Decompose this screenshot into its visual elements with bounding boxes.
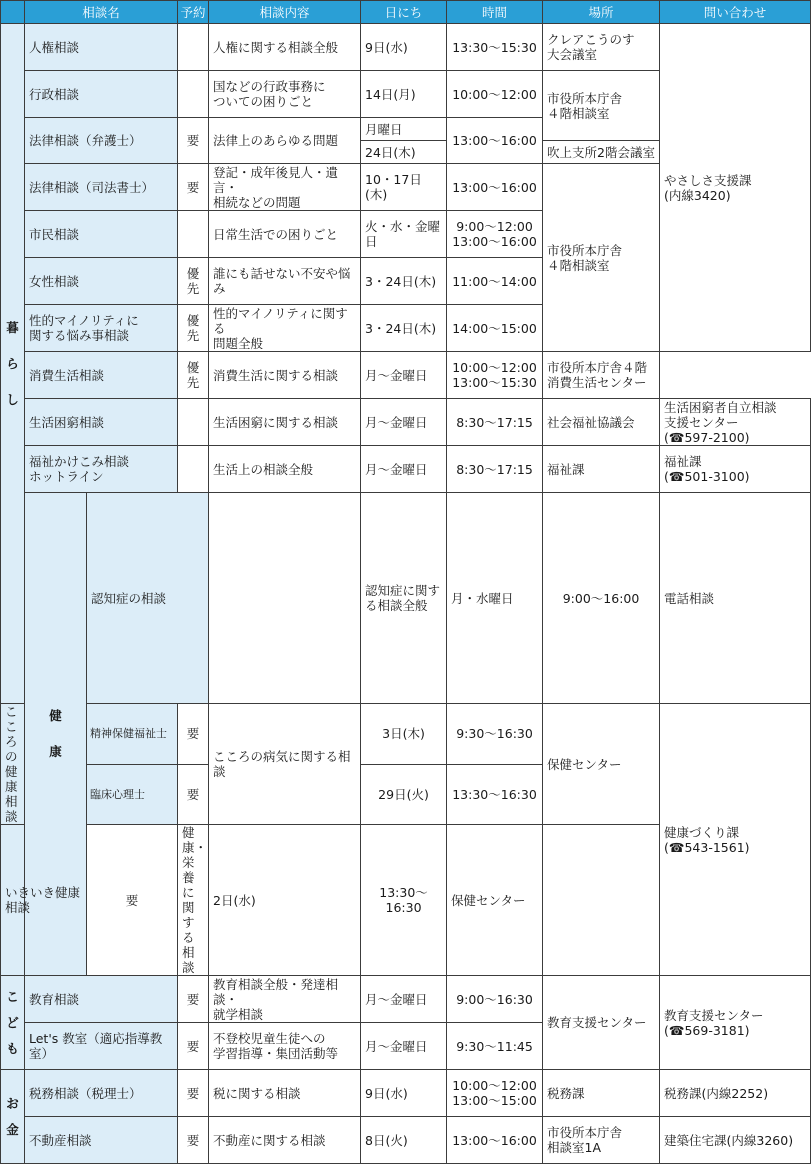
content-gyosei: 国などの行政事務に ついての困りごと <box>209 71 361 118</box>
content-fukushi: 生活上の相談全般 <box>209 446 361 493</box>
name-jinken: 人権相談 <box>25 24 178 71</box>
date-minority: 3・24日(木) <box>361 305 447 352</box>
contact-yasashisa: やさしさ支援課 (内線3420) <box>660 24 811 352</box>
time-fudosan: 13:00〜16:00 <box>447 1117 543 1164</box>
row-kokoro-a <box>1 704 811 765</box>
time-kokoro-2: 13:30〜16:30 <box>447 764 543 825</box>
header-content: 相談内容 <box>209 1 361 24</box>
date-ikiiki: 2日(水) <box>209 825 361 976</box>
reserve-fukushi <box>178 446 209 493</box>
date-kyoiku: 月〜金曜日 <box>361 976 447 1023</box>
reserve-lets: 要 <box>178 1023 209 1070</box>
reserve-fudosan: 要 <box>178 1117 209 1164</box>
place-fudosan: 市役所本庁舎 相談室1A <box>543 1117 660 1164</box>
contact-kyoiku: 教育支援センター (☎569-3181) <box>660 976 811 1070</box>
name-shohi: 消費生活相談 <box>25 352 178 399</box>
content-minority: 性的マイノリティに関する 問題全般 <box>209 305 361 352</box>
date-kokoro-1: 3日(木) <box>361 704 447 765</box>
reserve-jinken <box>178 24 209 71</box>
header-date: 日にち <box>361 1 447 24</box>
contact-fudosan: 建築住宅課(内線3260) <box>660 1117 811 1164</box>
header-reserve: 予約 <box>178 1 209 24</box>
reserve-horitsu-shiho: 要 <box>178 164 209 211</box>
content-horitsu-shiho: 登記・成年後見人・遺言・ 相続などの問題 <box>209 164 361 211</box>
sub-kokoro-2: 臨床心理士 <box>87 764 178 825</box>
name-horitsu-shiho: 法律相談（司法書士） <box>25 164 178 211</box>
date-zeimu: 9日(水) <box>361 1070 447 1117</box>
row-ninchi <box>1 493 811 704</box>
name-fudosan: 不動産相談 <box>25 1117 178 1164</box>
reserve-horitsu-bengo: 要 <box>178 118 209 164</box>
time-jinken: 13:30〜15:30 <box>447 24 543 71</box>
place-ikiiki: 保健センター <box>447 825 543 976</box>
content-horitsu-bengo: 法律上のあらゆる問題 <box>209 118 361 164</box>
time-shimin: 9:00〜12:00 13:00〜16:00 <box>447 211 543 258</box>
place-shohi: 市役所本庁舎４階 消費生活センター <box>543 352 660 399</box>
date-jinken: 9日(水) <box>361 24 447 71</box>
reserve-minority: 優先 <box>178 305 209 352</box>
name-josei: 女性相談 <box>25 258 178 305</box>
contact-konkyu: 生活困窮者自立相談 支援センター (☎597-2100) <box>660 399 811 446</box>
time-ikiiki: 13:30〜16:30 <box>361 825 447 976</box>
header-name: 相談名 <box>25 1 178 24</box>
reserve-ninchi <box>209 493 361 704</box>
place-gyosei: 市役所本庁舎 ４階相談室 <box>543 71 660 141</box>
contact-zeimu: 税務課(内線2252) <box>660 1070 811 1117</box>
reserve-kokoro-2: 要 <box>178 764 209 825</box>
sub-kokoro-1: 精神保健福祉士 <box>87 704 178 765</box>
name-lets: Let's 教室（適応指導教室） <box>25 1023 178 1070</box>
time-gyosei: 10:00〜12:00 <box>447 71 543 118</box>
content-kyoiku: 教育相談全般・発達相談・ 就学相談 <box>209 976 361 1023</box>
row-kyoiku <box>1 976 811 1023</box>
row-fudosan <box>1 1117 811 1164</box>
time-konkyu: 8:30〜17:15 <box>447 399 543 446</box>
reserve-shohi: 優先 <box>178 352 209 399</box>
category-kurashi: 暮 ら し <box>1 24 25 704</box>
name-shimin: 市民相談 <box>25 211 178 258</box>
contact-kenko: 健康づくり課 (☎543-1561) <box>660 704 811 976</box>
content-shohi: 消費生活に関する相談 <box>209 352 361 399</box>
row-konkyu <box>1 399 811 446</box>
date-lets: 月〜金曜日 <box>361 1023 447 1070</box>
reserve-kyoiku: 要 <box>178 976 209 1023</box>
time-kokoro-1: 9:30〜16:30 <box>447 704 543 765</box>
date-shimin: 火・水・金曜日 <box>361 211 447 258</box>
time-horitsu-shiho: 13:00〜16:00 <box>447 164 543 211</box>
header-corner <box>1 1 25 24</box>
name-ninchi: 認知症の相談 <box>87 493 209 704</box>
time-shohi: 10:00〜12:00 13:00〜15:30 <box>447 352 543 399</box>
name-kokoro: こころの 健康相談 <box>1 704 25 825</box>
place-horitsu-bengo: 吹上支所2階会議室 <box>543 141 660 164</box>
reserve-konkyu <box>178 399 209 446</box>
content-kokoro: こころの病気に関する相談 <box>209 704 361 825</box>
category-okane: お 金 <box>1 1070 25 1164</box>
content-fudosan: 不動産に関する相談 <box>209 1117 361 1164</box>
place-kokoro: 保健センター <box>543 704 660 825</box>
row-zeimu <box>1 1070 811 1117</box>
time-josei: 11:00〜14:00 <box>447 258 543 305</box>
date-shohi: 月〜金曜日 <box>361 352 447 399</box>
header-contact: 問い合わせ <box>660 1 811 24</box>
content-ninchi: 認知症に関する相談全般 <box>361 493 447 704</box>
time-zeimu: 10:00〜12:00 13:00〜15:00 <box>447 1070 543 1117</box>
time-ninchi: 9:00〜16:00 <box>543 493 660 704</box>
name-horitsu-bengo: 法律相談（弁護士） <box>25 118 178 164</box>
header-row <box>1 1 811 24</box>
content-jinken: 人権に関する相談全般 <box>209 24 361 71</box>
place-fukushi: 福祉課 <box>543 446 660 493</box>
date-fudosan: 8日(火) <box>361 1117 447 1164</box>
time-minority: 14:00〜15:00 <box>447 305 543 352</box>
content-konkyu: 生活困窮に関する相談 <box>209 399 361 446</box>
time-lets: 9:30〜11:45 <box>447 1023 543 1070</box>
date-ninchi: 月・水曜日 <box>447 493 543 704</box>
name-kyoiku: 教育相談 <box>25 976 178 1023</box>
content-ikiiki: 健康・栄養に関する相談 <box>178 825 209 976</box>
time-kyoiku: 9:00〜16:30 <box>447 976 543 1023</box>
date-horitsu-bengo-2: 24日(木) <box>361 141 447 164</box>
reserve-josei: 優先 <box>178 258 209 305</box>
name-konkyu: 生活困窮相談 <box>25 399 178 446</box>
row-fukushi <box>1 446 811 493</box>
date-fukushi: 月〜金曜日 <box>361 446 447 493</box>
content-josei: 誰にも話せない不安や悩み <box>209 258 361 305</box>
row-jinken <box>1 24 811 71</box>
reserve-kokoro-1: 要 <box>178 704 209 765</box>
name-minority: 性的マイノリティに 関する悩み事相談 <box>25 305 178 352</box>
category-kodomo: こ ど も <box>1 976 25 1070</box>
time-fukushi: 8:30〜17:15 <box>447 446 543 493</box>
name-fukushi: 福祉かけこみ相談 ホットライン <box>25 446 178 493</box>
place-ninchi: 電話相談 <box>660 493 811 704</box>
time-horitsu-bengo: 13:00〜16:00 <box>447 118 543 164</box>
name-gyosei: 行政相談 <box>25 71 178 118</box>
reserve-zeimu: 要 <box>178 1070 209 1117</box>
place-kyoiku: 教育支援センター <box>543 976 660 1070</box>
date-konkyu: 月〜金曜日 <box>361 399 447 446</box>
place-jinken: クレアこうのす 大会議室 <box>543 24 660 71</box>
category-kenko: 健 康 <box>25 493 87 976</box>
name-ikiiki: いきいき健康相談 <box>1 825 87 976</box>
reserve-gyosei <box>178 71 209 118</box>
header-time: 時間 <box>447 1 543 24</box>
content-zeimu: 税に関する相談 <box>209 1070 361 1117</box>
name-zeimu: 税務相談（税理士） <box>25 1070 178 1117</box>
row-shohi <box>1 352 811 399</box>
content-lets: 不登校児童生徒への 学習指導・集団活動等 <box>209 1023 361 1070</box>
reserve-ikiiki: 要 <box>87 825 178 976</box>
date-gyosei: 14日(月) <box>361 71 447 118</box>
place-shimin-group: 市役所本庁舎 ４階相談室 <box>543 164 660 352</box>
content-shimin: 日常生活での困りごと <box>209 211 361 258</box>
header-place: 場所 <box>543 1 660 24</box>
contact-fukushi: 福祉課 (☎501-3100) <box>660 446 811 493</box>
date-josei: 3・24日(木) <box>361 258 447 305</box>
date-horitsu-shiho: 10・17日(木) <box>361 164 447 211</box>
date-kokoro-2: 29日(火) <box>361 764 447 825</box>
date-horitsu-bengo-1: 月曜日 <box>361 118 447 141</box>
reserve-shimin <box>178 211 209 258</box>
place-zeimu: 税務課 <box>543 1070 660 1117</box>
place-konkyu: 社会福祉協議会 <box>543 399 660 446</box>
